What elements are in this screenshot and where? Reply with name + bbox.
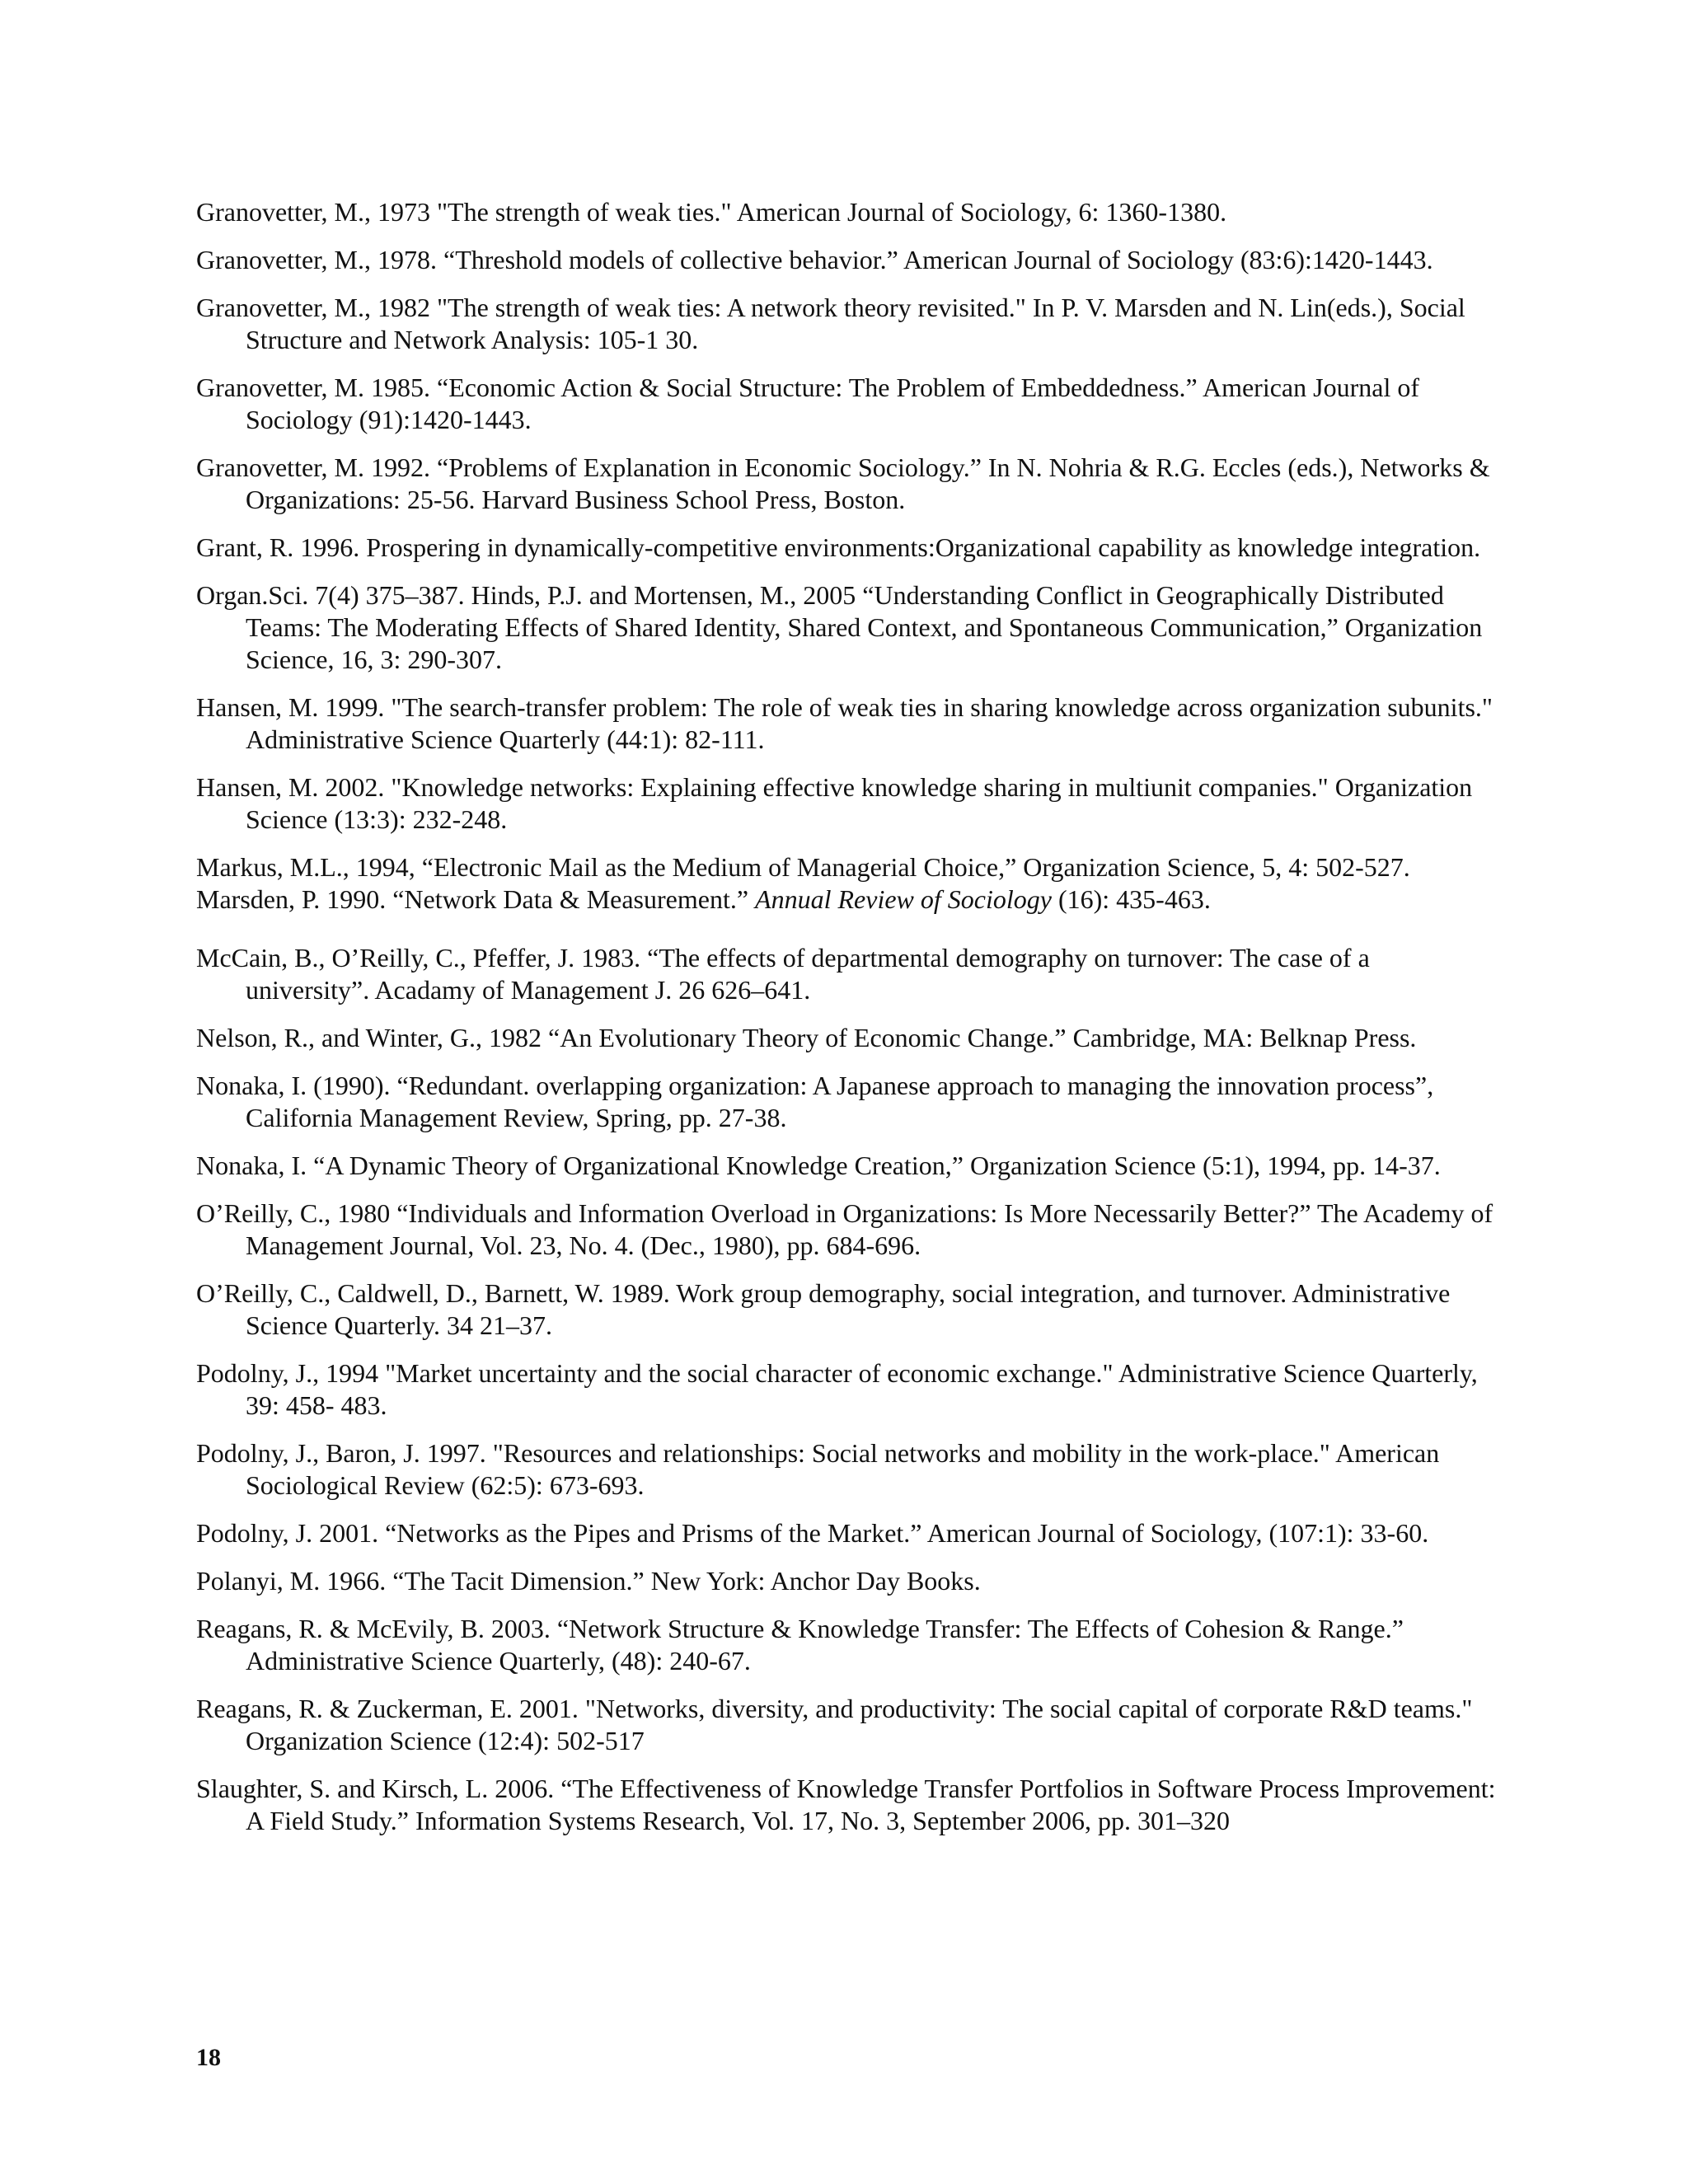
reference-text: (16): 435-463. <box>1051 884 1211 914</box>
reference-entry: Granovetter, M., 1973 "The strength of weak ties." American Journal of Sociology, 6: 1360-1380. <box>196 197 1227 227</box>
reference-entry: O’Reilly, C., 1980 “Individuals and Information Overload in Organizations: Is More Necessarily Better?” The Academy of Management Journal, Vol. 23, No. 4. (Dec., 1980), pp. 684-696. <box>196 1198 1493 1260</box>
reference-entry: Granovetter, M. 1992. “Problems of Explanation in Economic Sociology.” In N. Nohria & R.G. Eccles (eds.), Networks & Organizations: 25-56. Harvard Business School Press, Boston. <box>196 452 1490 514</box>
reference-entry: Grant, R. 1996. Prospering in dynamically-competitive environments:Organizational capability as knowledge integration. <box>196 532 1481 562</box>
reference-entry: McCain, B., O’Reilly, C., Pfeffer, J. 1983. “The effects of departmental demography on turnover: The case of a university”. Acadamy of Management J. 26 626–641. <box>196 943 1370 1005</box>
reference-entry: Reagans, R. & Zuckerman, E. 2001. "Networks, diversity, and productivity: The social capital of corporate R&D teams." Organization Science (12:4): 502-517 <box>196 1694 1473 1755</box>
reference-entry: Podolny, J., 1994 "Market uncertainty and the social character of economic exchange." Administrative Science Quarterly, 39: 458- 483. <box>196 1358 1478 1420</box>
reference-entry <box>196 883 1498 916</box>
reference-entry: Granovetter, M., 1982 "The strength of weak ties: A network theory revisited." In P. V. Marsden and N. Lin(eds.), Social Structure and Network Analysis: 105-1 30. <box>196 293 1465 354</box>
reference-entry: Hansen, M. 2002. "Knowledge networks: Explaining effective knowledge sharing in multiunit companies." Organization Science (13:3): 232-248. <box>196 772 1473 834</box>
reference-entry: Podolny, J. 2001. “Networks as the Pipes and Prisms of the Market.” American Journal of Sociology, (107:1): 33-60. <box>196 1518 1429 1548</box>
reference-entry: Nelson, R., and Winter, G., 1982 “An Evolutionary Theory of Economic Change.” Cambridge, MA: Belknap Press. <box>196 1023 1417 1052</box>
reference-entry: Podolny, J., Baron, J. 1997. "Resources and relationships: Social networks and mobility in the work-place." American Sociological Review (62:5): 673-693. <box>196 1438 1440 1500</box>
reference-entry: Polanyi, M. 1966. “The Tacit Dimension.” New York: Anchor Day Books. <box>196 1566 981 1596</box>
reference-text: Marsden, P. 1990. “Network Data & Measurement.” <box>196 884 756 914</box>
journal-title-italic: Annual Review of Sociology <box>755 884 1052 914</box>
reference-entry: Granovetter, M., 1978. “Threshold models of collective behavior.” American Journal of Sociology (83:6):1420-1443. <box>196 245 1433 274</box>
reference-entry: Slaughter, S. and Kirsch, L. 2006. “The Effectiveness of Knowledge Transfer Portfolios in Software Process Improvement: A Field Study.” Information Systems Research, Vol. 17, No. 3, September 2006, pp. 301–320 <box>196 1774 1496 1835</box>
reference-entry: O’Reilly, C., Caldwell, D., Barnett, W. 1989. Work group demography, social integration, and turnover. Administrative Science Quarterly. 34 21–37. <box>196 1278 1451 1340</box>
reference-list <box>196 196 1498 1853</box>
reference-entry: Nonaka, I. “A Dynamic Theory of Organizational Knowledge Creation,” Organization Science (5:1), 1994, pp. 14-37. <box>196 1151 1441 1180</box>
reference-entry: Organ.Sci. 7(4) 375–387. Hinds, P.J. and Mortensen, M., 2005 “Understanding Conflict in Geographically Distributed Teams: The Moderating Effects of Shared Identity, Shared Context, and Spontaneous Communication,” Organization Science, 16, 3: 290-307. <box>196 580 1483 674</box>
reference-entry: Hansen, M. 1999. "The search-transfer problem: The role of weak ties in sharing knowledge across organization subunits." Administrative Science Quarterly (44:1): 82-111. <box>196 692 1493 754</box>
reference-entry: Nonaka, I. (1990). “Redundant. overlapping organization: A Japanese approach to managing the innovation process”, California Management Review, Spring, pp. 27-38. <box>196 1071 1434 1132</box>
reference-entry: Granovetter, M. 1985. “Economic Action & Social Structure: The Problem of Embeddedness.” American Journal of Sociology (91):1420-1443. <box>196 373 1419 434</box>
page-number: 18 <box>196 2044 221 2071</box>
reference-entry: Markus, M.L., 1994, “Electronic Mail as the Medium of Managerial Choice,” Organization Science, 5, 4: 502-527. <box>196 852 1410 882</box>
reference-entry: Reagans, R. & McEvily, B. 2003. “Network Structure & Knowledge Transfer: The Effects of Cohesion & Range.” Administrative Science Quarterly, (48): 240-67. <box>196 1614 1404 1675</box>
